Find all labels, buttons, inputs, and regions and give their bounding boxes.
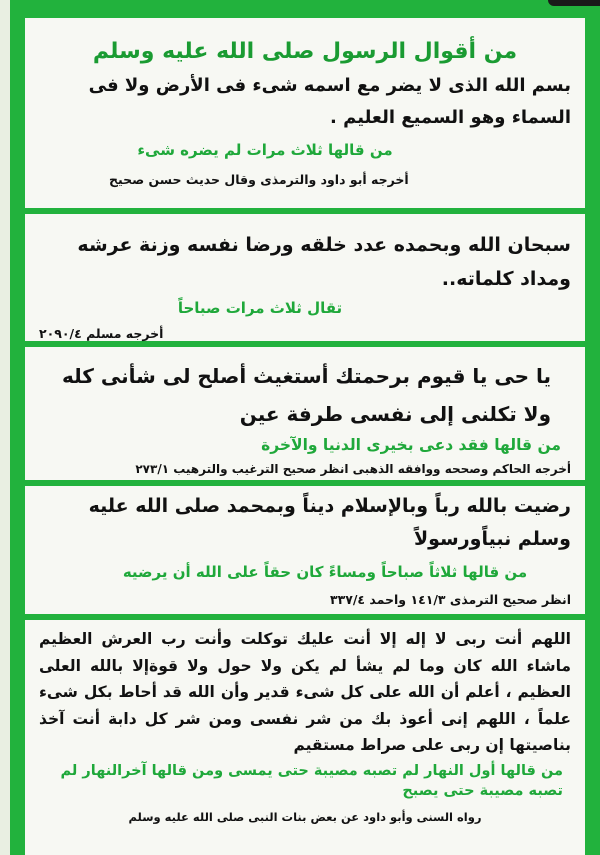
corner-mark — [548, 0, 600, 6]
section-1-text: بسم الله الذى لا يضر مع اسمه شىء فى الأرض ولا فى السماء وهو السميع العليم . — [88, 75, 571, 128]
section-3-note: من قالها فقد دعى بخيرى الدنيا والآخرة — [261, 436, 561, 454]
section-4-note: من قالها ثلاثاً صباحاً ومساءً كان حقاً على الله أن يرضيه — [122, 563, 528, 581]
section-4-text: رضيت بالله رباً وبالإسلام ديناً وبمحمد صلى الله عليه وسلم نبياًورسولاً — [88, 495, 571, 550]
section-2-text: سبحان الله وبحمده عدد خلقه ورضا نفسه وزنة عرشه ومداد كلماته.. — [77, 234, 571, 290]
section-2-reference: أخرجه مسلم ٢٠٩٠/٤ — [39, 326, 164, 341]
section-1 — [25, 18, 585, 208]
section-4-reference: انظر صحيح الترمذى ١٤١/٣ واحمد ٣٣٧/٤ — [329, 592, 571, 607]
section-1-note: من قالها ثلاث مرات لم يضره شىء — [137, 141, 393, 159]
section-3-reference: أخرجه الحاكم وصححه ووافقه الذهبى انظر صحيح الترغيب والترهيب ٢٧٣/١ — [135, 462, 571, 476]
section-2 — [25, 214, 585, 341]
section-5-note: من قالها أول النهار لم تصبه مصيبة حتى يمسى ومن قالها آخرالنهار لم تصبه مصيبة حتى يصبح — [60, 762, 563, 799]
section-5 — [25, 620, 585, 855]
section-1-reference: أخرجه أبو داود والترمذى وقال حديث حسن صحيح — [109, 172, 409, 187]
left-edge-strip — [0, 0, 10, 855]
page-heading: من أقوال الرسول صلى الله عليه وسلم — [92, 39, 518, 64]
section-2-note: تقال ثلاث مرات صباحاً — [177, 299, 343, 317]
section-3 — [25, 347, 585, 480]
section-5-text: اللهم أنت ربى لا إله إلا أنت عليك توكلت وأنت رب العرش العظيم ماشاء الله كان وما لم يشأ لم يكن ولا حول ولا قوةإلا بالله العلى العظيم ، أعلم أن الله على كل شىء قدير وأن الله قد أحاط بكل شىء علماً ، اللهم إنى أعوذ بك من شر نفسى ومن شر كل دابة أنت آخذ بناصيتها إن ربى على صراط مستقيم — [39, 630, 571, 754]
section-4 — [25, 486, 585, 614]
section-5-reference: رواه السنى وأبو داود عن بعض بنات النبى صلى الله عليه وسلم — [128, 809, 482, 824]
section-3-text: يا حى يا قيوم برحمتك أستغيث أصلح لى شأنى كله ولا تكلنى إلى نفسى طرفة عين — [61, 364, 551, 426]
